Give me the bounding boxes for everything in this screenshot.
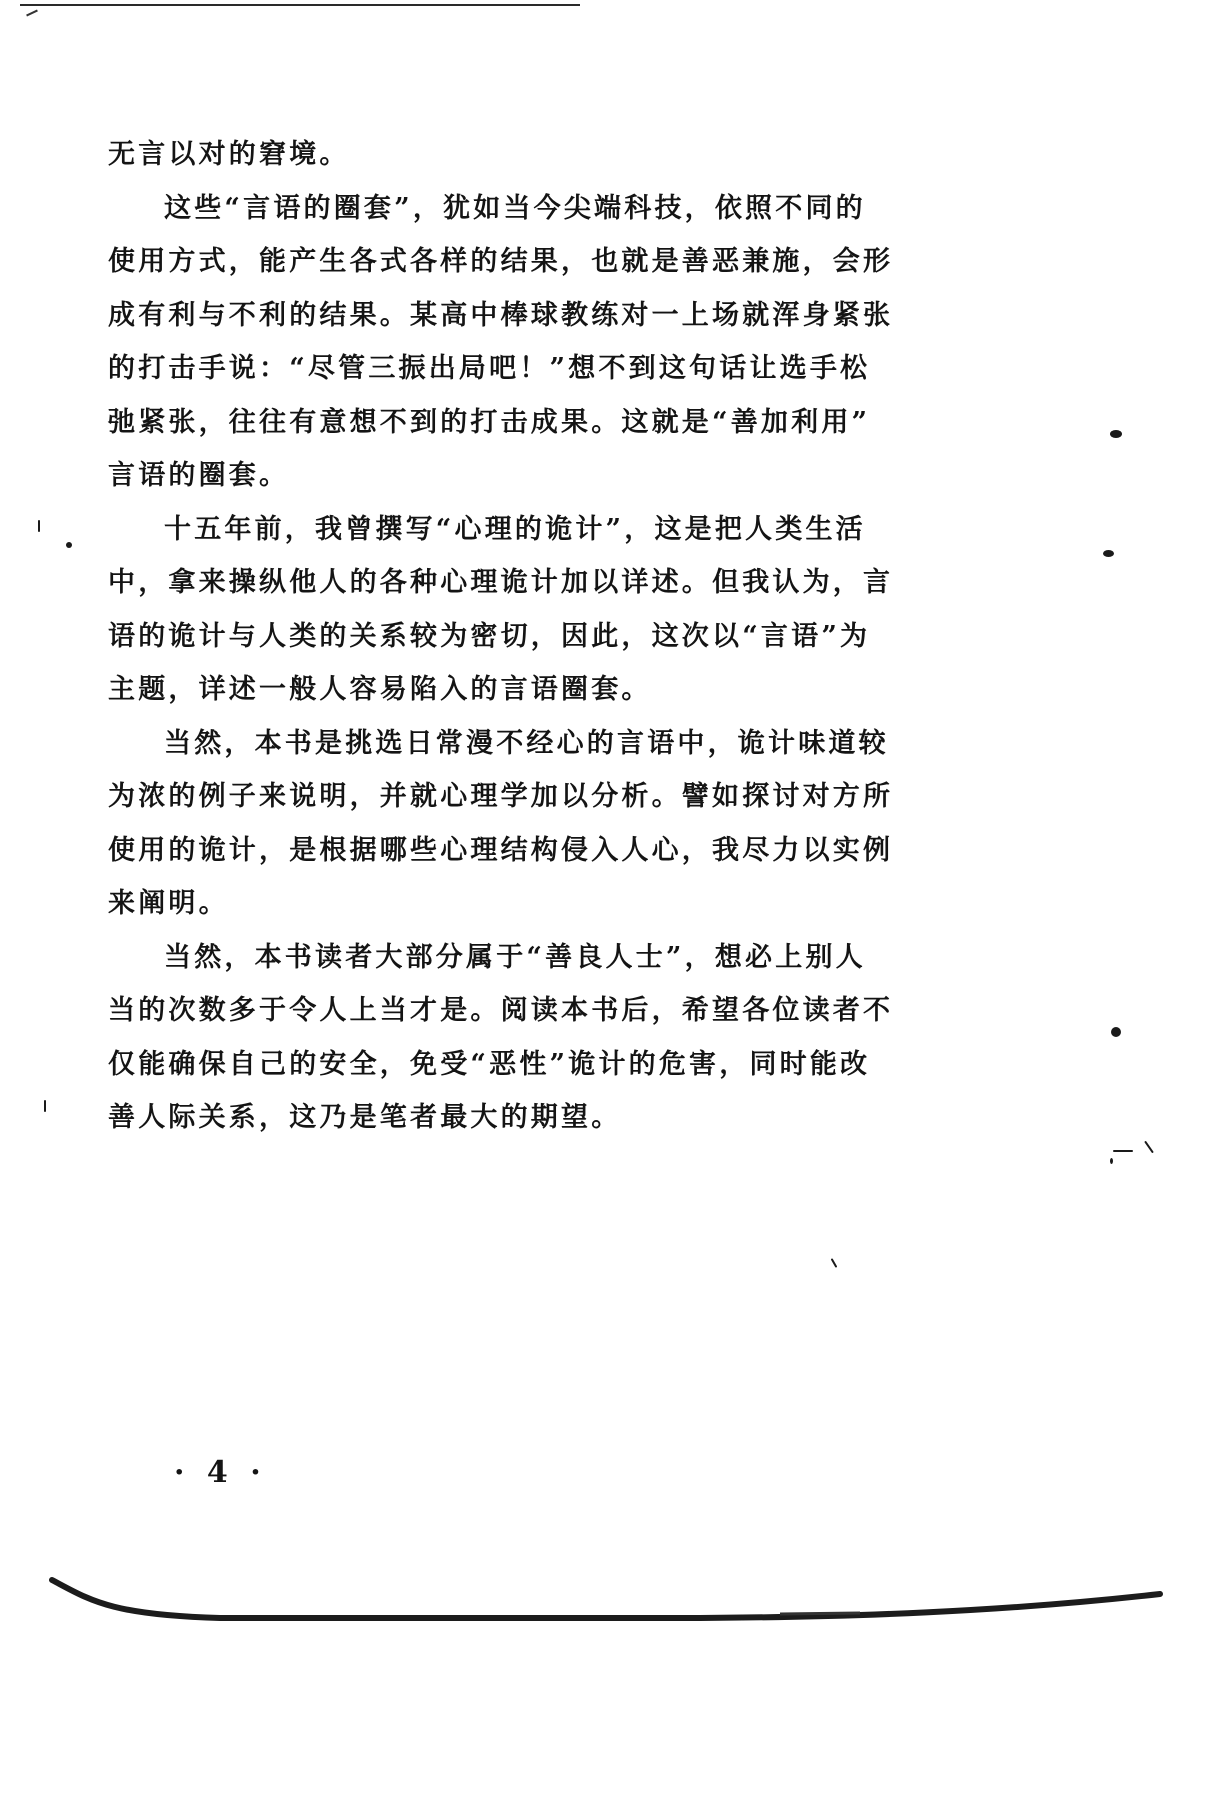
body-text bbox=[108, 128, 958, 1145]
scan-corner-mark bbox=[26, 10, 38, 17]
scan-speck bbox=[1103, 550, 1114, 557]
paragraph-5-line-4: 善人际关系，这乃是笔者最大的期望。 bbox=[108, 1102, 622, 1133]
paragraph-4-line-2: 为浓的例子来说明，并就心理学加以分析。譬如探讨对方所 bbox=[108, 781, 894, 812]
paragraph-5-line-1: 当然，本书读者大部分属于“善良人士”，想必上别人 bbox=[164, 941, 866, 973]
scan-speck bbox=[1113, 1150, 1133, 1152]
paragraph-2-line-5: 弛紧张，往往有意想不到的打击成果。这就是“善加利用” bbox=[108, 406, 871, 438]
paragraph-2-line-4: 的打击手说：“尽管三振出局吧！”想不到这句话让选手松 bbox=[108, 353, 871, 384]
paragraph-2-line-2: 使用方式，能产生各式各样的结果，也就是善恶兼施，会形 bbox=[108, 246, 894, 277]
scan-speck bbox=[1111, 1027, 1121, 1037]
scan-speck bbox=[38, 520, 40, 532]
paragraph-5-line-2: 当的次数多于令人上当才是。阅读本书后，希望各位读者不 bbox=[108, 995, 894, 1026]
scan-speck bbox=[66, 542, 72, 548]
paragraph-2-line-1: 这些“言语的圈套”，犹如当今尖端科技，依照不同的 bbox=[164, 192, 866, 224]
paragraph-4-line-1: 当然，本书是挑选日常漫不经心的言语中，诡计味道较 bbox=[164, 727, 889, 759]
scan-speck bbox=[1110, 1158, 1113, 1164]
scan-edge-line bbox=[20, 4, 580, 6]
paragraph-4-line-3: 使用的诡计，是根据哪些心理结构侵入人心，我尽力以实例 bbox=[108, 834, 894, 866]
scan-speck bbox=[1144, 1141, 1154, 1154]
paragraph-5-line-3: 仅能确保自己的安全，免受“恶性”诡计的危害，同时能改 bbox=[108, 1048, 871, 1080]
scan-bottom-edge bbox=[0, 1560, 1226, 1640]
scan-speck bbox=[1110, 430, 1122, 438]
paragraph-3-line-4: 主题，详述一般人容易陷入的言语圈套。 bbox=[108, 674, 652, 705]
paragraph-2-line-6: 言语的圈套。 bbox=[108, 460, 290, 491]
paragraph-3-line-3: 语的诡计与人类的关系较为密切，因此，这次以“言语”为 bbox=[108, 620, 871, 652]
paragraph-4-line-4: 来阐明。 bbox=[108, 888, 229, 919]
scan-speck bbox=[831, 1258, 838, 1268]
paragraph-3-line-1: 十五年前，我曾撰写“心理的诡计”，这是把人类生活 bbox=[164, 513, 866, 545]
paragraph-2-line-3: 成有利与不利的结果。某高中棒球教练对一上场就浑身紧张 bbox=[108, 299, 894, 331]
scan-speck bbox=[44, 1100, 46, 1112]
paragraph-3-line-2: 中，拿来操纵他人的各种心理诡计加以详述。但我认为，言 bbox=[108, 567, 894, 598]
page-number: · 4 · bbox=[174, 1455, 267, 1490]
paragraph-1-line-1: 无言以对的窘境。 bbox=[108, 139, 350, 170]
